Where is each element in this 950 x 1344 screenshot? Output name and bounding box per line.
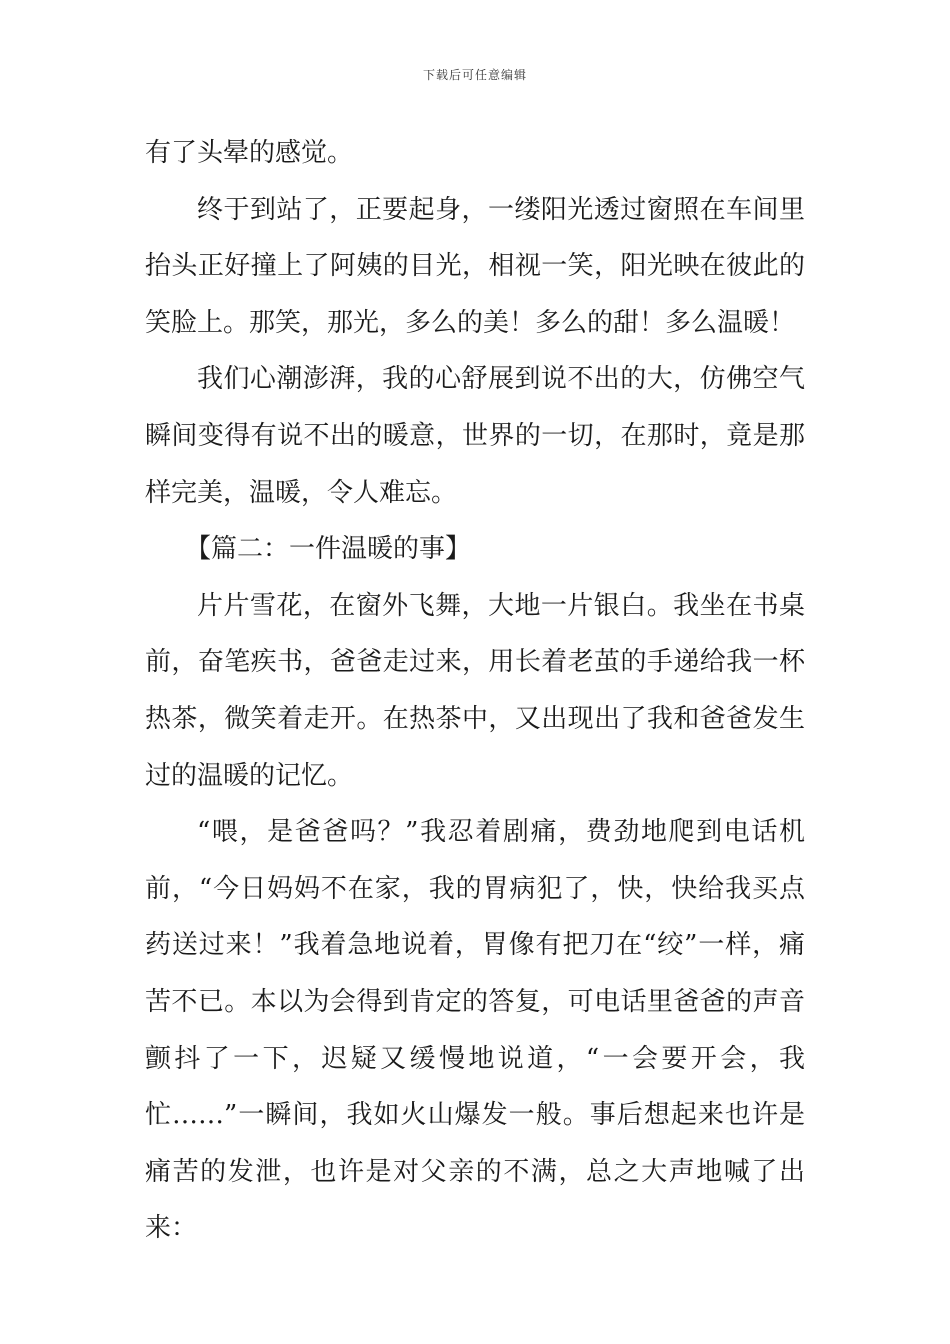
paragraph-sunlight: 终于到站了，正要起身，一缕阳光透过窗照在车间里抬头正好撞上了阿姨的目光，相视一笑，阳光映在彼此的笑脸上。那笑，那光，多么的美！多么的甜！多么温暖！ bbox=[145, 194, 805, 338]
paragraph-feelings: 我们心潮澎湃，我的心舒展到说不出的大，仿佛空气瞬间变得有说不出的暖意，世界的一切，在那时，竟是那样完美，温暖，令人难忘。 bbox=[145, 364, 805, 508]
paragraph-continuation: 有了头晕的感觉。 bbox=[145, 138, 354, 168]
section-title: 【篇二：一件温暖的事】 bbox=[185, 534, 472, 565]
paragraph-snow: 片片雪花，在窗外飞舞，大地一片银白。我坐在书桌前，奋笔疾书，爸爸走过来，用长着老茧的手递给我一杯热茶，微笑着走开。在热茶中，又出现出了我和爸爸发生过的温暖的记忆。 bbox=[145, 590, 805, 791]
page-header: 下载后可任意编辑 bbox=[422, 68, 527, 82]
paragraph-phone-call: “喂，是爸爸吗？”我忍着剧痛，费劲地爬到电话机前，“今日妈妈不在家，我的胃病犯了，快，快给我买点药送过来！”我着急地说着，胃像有把刀在“绞”一样，痛苦不已。本以为会得到肯定的答复，可电话里爸爸的声音颤抖了一下，迟疑又缓慢地说道，“一会要开会，我忙……”一瞬间，我如火山爆发一般。事后想起来也许是痛苦的发泄，也许是对父亲的不满，总之大声地喊了出来： bbox=[145, 817, 805, 1244]
document-body bbox=[145, 125, 805, 1257]
